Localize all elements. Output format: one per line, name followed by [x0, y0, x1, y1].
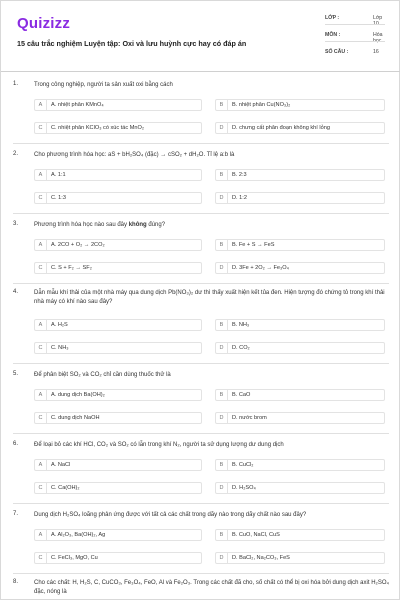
- option-c[interactable]: [34, 192, 202, 204]
- option-text: A. H₂S: [51, 322, 68, 328]
- emphasis-not: không: [128, 222, 147, 228]
- option-b[interactable]: [215, 529, 385, 541]
- option-text: A. nhiệt phân KMnO₄: [51, 102, 104, 108]
- question-divider: [13, 213, 389, 214]
- option-d[interactable]: [215, 412, 385, 424]
- option-letter: D: [216, 263, 228, 273]
- header-divider: [1, 71, 400, 72]
- question-text: Để phân biệt SO₂ và CO₂ chỉ cần dùng thuốc thử là: [34, 372, 171, 378]
- option-d[interactable]: [215, 552, 385, 564]
- option-text: C. dung dịch NaOH: [51, 415, 100, 421]
- question-number: 6.: [13, 441, 19, 447]
- option-text: B. CuCl₂: [232, 462, 254, 468]
- question-number: 1.: [13, 81, 19, 87]
- option-c[interactable]: [34, 482, 202, 494]
- option-a[interactable]: [34, 169, 202, 181]
- meta-key: LỚP :: [325, 15, 340, 21]
- option-d[interactable]: [215, 262, 385, 274]
- question-text: Cho phương trình hóa học: aS + bH₂SO₄ (đặc) → cSO₂ + dH₂O. Tỉ lệ a:b là: [34, 152, 235, 158]
- meta-value: 16: [373, 49, 379, 55]
- option-letter: B: [216, 320, 228, 330]
- option-letter: D: [216, 123, 228, 133]
- option-letter: A: [35, 320, 47, 330]
- option-text: D. 1:2: [232, 195, 247, 201]
- option-d[interactable]: [215, 122, 385, 134]
- option-text: C. S + F₂ → SF₂: [51, 265, 92, 271]
- option-a[interactable]: [34, 319, 202, 331]
- option-c[interactable]: [34, 262, 202, 274]
- question-text: Cho các chất: H, H₂S, C, CuCO₃, Fe₃O₄, FeO, Al và Fe₂O₃. Trong các chất đã cho, số chất có thể bị oxi hóa bởi dung dịch axit H₂SO₄ đặc, nóng là: [34, 580, 389, 595]
- option-text: A. 1:1: [51, 172, 66, 178]
- option-letter: B: [216, 390, 228, 400]
- question-text: Trong công nghiệp, người ta sản xuất oxi bằng cách: [34, 82, 173, 88]
- option-letter: B: [216, 460, 228, 470]
- option-letter: C: [35, 123, 47, 133]
- option-text: C. FeCl₃, MgO, Cu: [51, 555, 98, 561]
- option-d[interactable]: [215, 342, 385, 354]
- meta-value: Lớp 10: [373, 15, 383, 27]
- option-text: C. 1:3: [51, 195, 66, 201]
- question-divider: [13, 503, 389, 504]
- question-text: Dẫn mẫu khí thải của một nhà máy qua dung dịch Pb(NO₃)₂ dư thì thấy xuất hiện kết tủa đen. Hiện tượng đó chứng tỏ trong khí thải nhà máy có khí nào sau đây?: [34, 290, 385, 305]
- option-letter: A: [35, 170, 47, 180]
- option-c[interactable]: [34, 342, 202, 354]
- option-letter: B: [216, 240, 228, 250]
- question-divider: [13, 143, 389, 144]
- option-text: A. 2CO + O₂ → 2CO₂: [51, 242, 105, 248]
- option-letter: A: [35, 390, 47, 400]
- option-b[interactable]: [215, 459, 385, 471]
- option-letter: B: [216, 100, 228, 110]
- option-c[interactable]: [34, 122, 202, 134]
- option-letter: A: [35, 100, 47, 110]
- question-divider: [13, 573, 389, 574]
- option-text: A. dung dịch Ba(OH)₂: [51, 392, 105, 398]
- option-text: B. CuO, NaCl, CuS: [232, 532, 280, 538]
- option-letter: C: [35, 413, 47, 423]
- question-divider: [13, 363, 389, 364]
- question-number: 7.: [13, 511, 19, 517]
- option-a[interactable]: [34, 389, 202, 401]
- meta-key: SỐ CÂU :: [325, 49, 349, 55]
- question-number: 4.: [13, 289, 19, 295]
- worksheet-title: 15 câu trắc nghiệm Luyện tập: Oxi và lưu huỳnh cực hay có đáp án: [17, 39, 247, 48]
- question-divider: [13, 433, 389, 434]
- option-b[interactable]: [215, 319, 385, 331]
- option-letter: D: [216, 413, 228, 423]
- option-text: D. H₂SO₄: [232, 485, 256, 491]
- option-letter: A: [35, 240, 47, 250]
- option-d[interactable]: [215, 482, 385, 494]
- option-a[interactable]: [34, 99, 202, 111]
- option-letter: C: [35, 483, 47, 493]
- option-text: B. nhiệt phân Cu(NO₃)₂: [232, 102, 291, 108]
- option-text: A. Al₂O₃, Ba(OH)₂, Ag: [51, 532, 106, 538]
- option-letter: C: [35, 553, 47, 563]
- option-letter: B: [216, 530, 228, 540]
- option-letter: D: [216, 483, 228, 493]
- option-text: D. chưng cất phân đoạn không khí lỏng: [232, 125, 330, 131]
- quizizz-logo: Quizizz: [17, 15, 71, 32]
- worksheet-header: [17, 9, 385, 69]
- option-letter: D: [216, 553, 228, 563]
- option-b[interactable]: [215, 239, 385, 251]
- option-b[interactable]: [215, 389, 385, 401]
- question-number: 3.: [13, 221, 19, 227]
- option-a[interactable]: [34, 239, 202, 251]
- option-text: B. NH₃: [232, 322, 250, 328]
- option-text: D. CO₂: [232, 345, 250, 351]
- option-text: B. Fe + S → FeS: [232, 242, 275, 248]
- question-number: 8.: [13, 579, 19, 585]
- option-b[interactable]: [215, 99, 385, 111]
- option-text: A. NaCl: [51, 462, 71, 468]
- option-letter: C: [35, 343, 47, 353]
- meta-key: MÔN :: [325, 32, 341, 38]
- option-letter: B: [216, 170, 228, 180]
- option-text: C. Ca(OH)₂: [51, 485, 80, 491]
- option-text: C. NH₃: [51, 345, 69, 351]
- question-divider: [13, 283, 389, 284]
- question-text: Phương trình hóa học nào sau đây không đúng?: [34, 222, 166, 228]
- option-text: D. nước brom: [232, 415, 267, 421]
- option-c[interactable]: [34, 412, 202, 424]
- question-number: 2.: [13, 151, 19, 157]
- option-a[interactable]: [34, 459, 202, 471]
- option-letter: A: [35, 530, 47, 540]
- meta-value: Hóa học: [373, 32, 383, 44]
- option-b[interactable]: [215, 169, 385, 181]
- question-text: Để loại bỏ các khí HCl, CO₂ và SO₂ có lẫn trong khí N₂, người ta sử dụng lượng dư dung dịch: [34, 442, 284, 448]
- option-text: B. CaO: [232, 392, 251, 398]
- option-d[interactable]: [215, 192, 385, 204]
- option-text: D. 3Fe + 2O₂ → Fe₃O₄: [232, 265, 289, 271]
- option-letter: D: [216, 343, 228, 353]
- option-letter: C: [35, 263, 47, 273]
- option-letter: C: [35, 193, 47, 203]
- question-number: 5.: [13, 371, 19, 377]
- option-text: D. BaCl₂, Na₂CO₃, FeS: [232, 555, 290, 561]
- option-letter: A: [35, 460, 47, 470]
- option-text: C. nhiệt phân KClO₃ có xúc tác MnO₂: [51, 125, 145, 131]
- option-text: B. 2:3: [232, 172, 247, 178]
- option-a[interactable]: [34, 529, 202, 541]
- option-c[interactable]: [34, 552, 202, 564]
- option-letter: D: [216, 193, 228, 203]
- question-text: Dung dịch H₂SO₄ loãng phản ứng được với tất cả các chất trong dãy nào trong dãy chất nào sau đây?: [34, 512, 307, 518]
